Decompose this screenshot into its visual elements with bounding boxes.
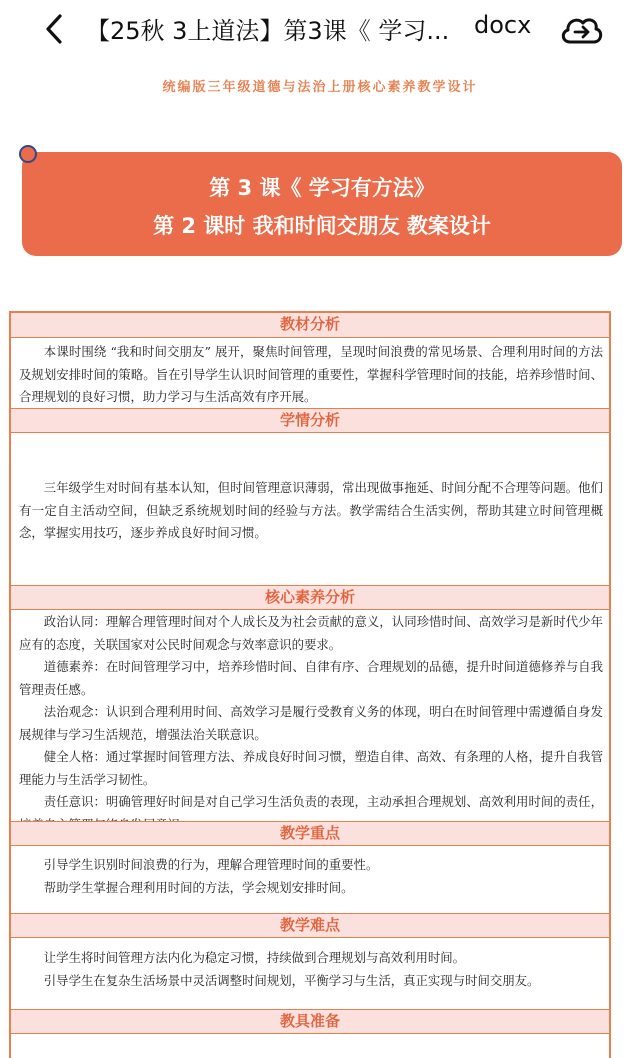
paragraph: 本课时围绕 “我和时间交朋友” 展开，聚焦时间管理，呈现时间浪费的常见场景、合理利用时间的方法及规划安排时间的策略。旨在引导学生认识时间管理的重要性，掌握科学管理时间的技能，培养珍惜时间、合理规划的良好习惯，助力学习与生活高效有序开展。 [19, 344, 603, 404]
paragraph: 政治认同：理解合理管理时间对个人成长及为社会贡献的意义，认同珍惜时间、高效学习是新时代少年应有的态度，关联国家对公民时间观念与效率意识的要求。 [19, 614, 603, 652]
paragraph: 引导学生在复杂生活场景中灵活调整时间规划，平衡学习与生活，真正实现与时间交朋友。 [43, 972, 540, 988]
section-heading-core-literacy: 核心素养分析 [11, 585, 609, 610]
chevron-left-icon[interactable] [38, 10, 72, 48]
paragraph: 引导学生识别时间浪费的行为，理解合理管理时间的重要性。 [43, 857, 379, 872]
top-bar [0, 0, 640, 60]
section-body-core-literacy [11, 611, 609, 836]
paragraph: 健全人格：通过掌握时间管理方法、养成良好时间习惯，塑造自律、高效、有条理的人格，提升自我管理能力与生活学习韧性。 [19, 749, 603, 787]
section-body-difficulties [11, 947, 609, 992]
paragraph: 三年级学生对时间有基本认知，但时间管理意识薄弱，常出现做事拖延、时间分配不合理等问题。他们有一定自主活动空间，但缺乏系统规划时间的经验与方法。教学需结合生活实例，帮助其建立时间管理概念，掌握实用技巧，逐步养成良好时间习惯。 [19, 480, 603, 540]
section-heading-teaching-aids: 教具准备 [11, 1009, 609, 1034]
document-title-text: 【25秋 3上道法】第3课《 学习... [86, 17, 450, 45]
section-body-key-points [11, 854, 609, 899]
lesson-title-card [22, 152, 622, 256]
section-heading-difficulties: 教学难点 [11, 913, 609, 938]
section-body-student-analysis [11, 477, 609, 545]
selection-handle[interactable] [19, 145, 37, 163]
file-extension: docx [474, 11, 532, 39]
document-title [86, 11, 546, 46]
document-header: 统编版三年级道德与法治上册核心素养教学设计 [162, 80, 478, 95]
section-heading-key-points: 教学重点 [11, 821, 609, 846]
section-heading-teaching-material: 教材分析 [11, 313, 609, 338]
lesson-title: 第 3 课《 学习有方法》 [209, 176, 435, 200]
paragraph: 帮助学生掌握合理利用时间的方法，学会规划安排时间。 [43, 879, 354, 895]
section-body-teaching-material [11, 341, 609, 409]
paragraph: 让学生将时间管理方法内化为稳定习惯，持续做到合理规划与高效利用时间。 [43, 950, 466, 965]
cloud-upload-icon[interactable] [558, 10, 604, 48]
lesson-plan-table [9, 311, 611, 1058]
paragraph: 法治观念：认识到合理利用时间、高效学习是履行受教育义务的体现，明白在时间管理中需遵循自身发展规律与学习生活规范，增强法治关联意识。 [19, 704, 603, 742]
paragraph: 责任意识：明确管理好时间是对自己学习生活负责的表现，主动承担合理规划、高效利用时间的责任， [43, 794, 603, 809]
lesson-subtitle: 第 2 课时 我和时间交朋友 教案设计 [153, 214, 491, 238]
section-heading-student-analysis: 学情分析 [11, 408, 609, 433]
paragraph: 道德素养：在时间管理学习中，培养珍惜时间、自律有序、合理规划的品德，提升时间道德修养与自我管理责任感。 [19, 659, 603, 697]
